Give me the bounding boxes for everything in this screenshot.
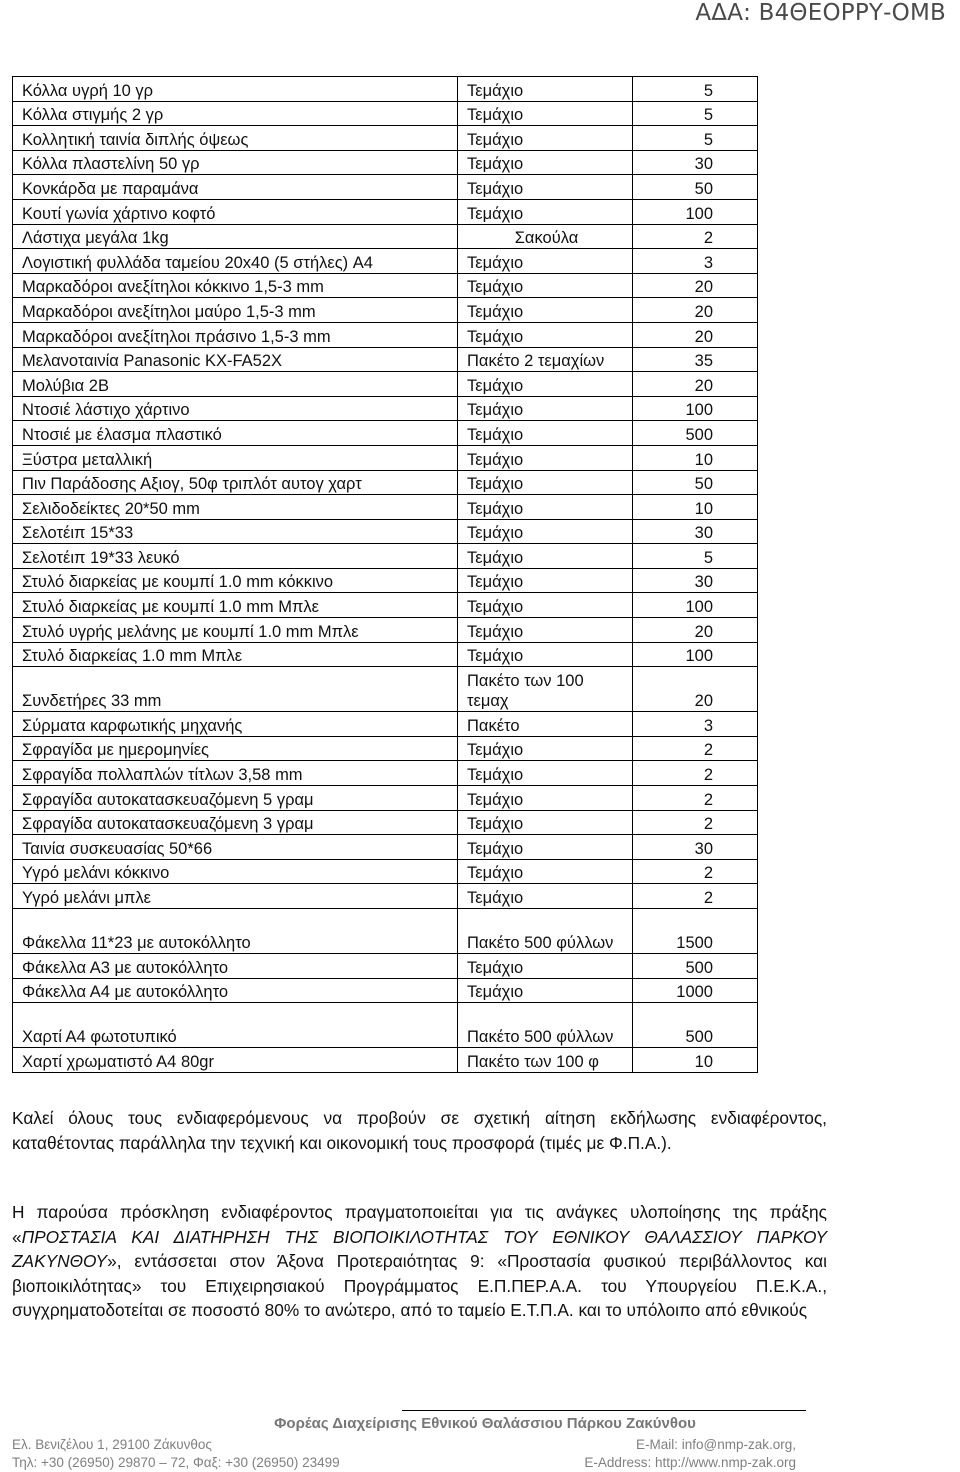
unit-cell: Τεμάχιο <box>458 322 633 347</box>
quantity-cell: 100 <box>633 593 758 618</box>
unit-cell: Τεμάχιο <box>458 445 633 470</box>
quantity-cell: 30 <box>633 519 758 544</box>
quantity-cell: 500 <box>633 1003 758 1048</box>
item-cell: Χαρτί χρωματιστό Α4 80gr <box>13 1048 458 1073</box>
footer-address: Ελ. Βενιζέλου 1, 29100 Ζάκυνθος <box>12 1437 212 1452</box>
quantity-cell: 30 <box>633 568 758 593</box>
footer-title: Φορέας Διαχείρισης Εθνικού Θαλάσσιου Πάρκου Ζακύνθου <box>274 1415 696 1432</box>
table-row <box>13 884 758 909</box>
quantity-cell: 2 <box>633 761 758 786</box>
project-title: ΠΡΟΣΤΑΣΙΑ ΚΑΙ ΔΙΑΤΗΡΗΣΗ ΤΗΣ ΒΙΟΠΟΙΚΙΛΟΤΗΤΑΣ ΤΟΥ ΕΘΝΙΚΟΥ ΘΑΛΑΣΣΙΟΥ ΠΑΡΚΟΥ ΖΑΚΥΝΘΟΥ <box>12 1226 827 1271</box>
table-row <box>13 298 758 323</box>
quantity-cell: 35 <box>633 347 758 372</box>
unit-cell: Τεμάχιο <box>458 618 633 643</box>
table-row <box>13 77 758 102</box>
quantity-cell: 2 <box>633 786 758 811</box>
table-row <box>13 761 758 786</box>
quantity-cell: 100 <box>633 396 758 421</box>
table-row <box>13 101 758 126</box>
unit-cell: Τεμάχιο <box>458 175 633 200</box>
unit-cell: Τεμάχιο <box>458 835 633 860</box>
quantity-cell: 1000 <box>633 978 758 1003</box>
item-cell: Στυλό διαρκείας 1.0 mm Μπλε <box>13 642 458 667</box>
item-cell: Σελιδοδείκτες 20*50 mm <box>13 495 458 520</box>
unit-cell: Τεμάχιο <box>458 810 633 835</box>
table-row <box>13 347 758 372</box>
unit-cell: Τεμάχιο <box>458 470 633 495</box>
table-row <box>13 667 758 712</box>
item-cell: Σύρματα καρφωτικής μηχανής <box>13 712 458 737</box>
item-cell: Πιν Παράδοσης Αξιογ, 50φ τριπλότ αυτογ χαρτ <box>13 470 458 495</box>
item-cell: Μαρκαδόροι ανεξίτηλοι κόκκινο 1,5-3 mm <box>13 273 458 298</box>
unit-cell: Τεμάχιο <box>458 884 633 909</box>
item-cell: Στυλό υγρής μελάνης με κουμπί 1.0 mm Μπλε <box>13 618 458 643</box>
invitation-paragraph: Καλεί όλους τους ενδιαφερόμενους να προβούν σε σχετική αίτηση εκδήλωσης ενδιαφέροντος, καταθέτοντας παράλληλα την τεχνική και οικονομική τους προσφορά (τιμές με Φ.Π.Α.). <box>12 1108 827 1153</box>
unit-cell: Τεμάχιο <box>458 568 633 593</box>
ada-code: ΑΔΑ: Β4ΘΕΟΡΡΥ-ΟΜΒ <box>695 0 946 26</box>
table-row <box>13 372 758 397</box>
unit-cell: Τεμάχιο <box>458 978 633 1003</box>
unit-cell: Τεμάχιο <box>458 786 633 811</box>
unit-cell: Τεμάχιο <box>458 150 633 175</box>
quantity-cell: 100 <box>633 642 758 667</box>
funding-paragraph <box>12 1200 827 1323</box>
item-cell: Σφραγίδα αυτοκατασκευαζόμενη 5 γραμ <box>13 786 458 811</box>
item-cell: Μαρκαδόροι ανεξίτηλοι πράσινο 1,5-3 mm <box>13 322 458 347</box>
funding-text-start: Η παρούσα πρόσκληση ενδιαφέροντος πραγματοποιείται για τις ανάγκες υλοποίησης της πράξης « <box>12 1202 827 1247</box>
table-row <box>13 954 758 979</box>
item-cell: Σφραγίδα πολλαπλών τίτλων 3,58 mm <box>13 761 458 786</box>
unit-cell: Πακέτο των 100 φ <box>458 1048 633 1073</box>
table-row <box>13 835 758 860</box>
item-cell: Υγρό μελάνι κόκκινο <box>13 859 458 884</box>
table-row <box>13 786 758 811</box>
quantity-cell: 5 <box>633 77 758 102</box>
items-table <box>12 76 758 1073</box>
quantity-cell: 5 <box>633 126 758 151</box>
item-cell: Κόλλα στιγμής 2 γρ <box>13 101 458 126</box>
item-cell: Κονκάρδα με παραμάνα <box>13 175 458 200</box>
table-row <box>13 544 758 569</box>
footer-divider <box>402 1410 806 1411</box>
unit-cell: Πακέτο <box>458 712 633 737</box>
table-row <box>13 1048 758 1073</box>
table-row <box>13 224 758 249</box>
footer-web <box>584 1436 796 1472</box>
items-table-body <box>13 77 758 1073</box>
unit-cell: Τεμάχιο <box>458 126 633 151</box>
quantity-cell: 20 <box>633 372 758 397</box>
item-cell: Ξύστρα μεταλλική <box>13 445 458 470</box>
quantity-cell: 10 <box>633 1048 758 1073</box>
quantity-cell: 3 <box>633 712 758 737</box>
quantity-cell: 500 <box>633 421 758 446</box>
quantity-cell: 3 <box>633 249 758 274</box>
item-cell: Λογιστική φυλλάδα ταμείου 20x40 (5 στήλες) Α4 <box>13 249 458 274</box>
item-cell: Ντοσιέ λάστιχο χάρτινο <box>13 396 458 421</box>
table-row <box>13 249 758 274</box>
quantity-cell: 100 <box>633 199 758 224</box>
item-cell: Μελανοταινία Panasonic KX-FA52X <box>13 347 458 372</box>
unit-cell: Τεμάχιο <box>458 298 633 323</box>
unit-cell: Τεμάχιο <box>458 859 633 884</box>
quantity-cell: 2 <box>633 810 758 835</box>
unit-cell: Πακέτο 2 τεμαχίων <box>458 347 633 372</box>
unit-cell: Τεμάχιο <box>458 273 633 298</box>
quantity-cell: 1500 <box>633 909 758 954</box>
item-cell: Σελοτέιπ 15*33 <box>13 519 458 544</box>
item-cell: Φάκελλα Α4 με αυτοκόλλητο <box>13 978 458 1003</box>
item-cell: Μαρκαδόροι ανεξίτηλοι μαύρο 1,5-3 mm <box>13 298 458 323</box>
quantity-cell: 30 <box>633 150 758 175</box>
item-cell: Κουτί γωνία χάρτινο κοφτό <box>13 199 458 224</box>
item-cell: Στυλό διαρκείας με κουμπί 1.0 mm Μπλε <box>13 593 458 618</box>
footer-contact <box>12 1436 340 1472</box>
unit-cell: Πακέτο 500 φύλλων <box>458 909 633 954</box>
quantity-cell: 20 <box>633 667 758 712</box>
item-cell: Χαρτί Α4 φωτοτυπικό <box>13 1003 458 1048</box>
unit-cell: Τεμάχιο <box>458 642 633 667</box>
table-row <box>13 568 758 593</box>
quantity-cell: 10 <box>633 445 758 470</box>
unit-cell: Τεμάχιο <box>458 544 633 569</box>
unit-cell: Τεμάχιο <box>458 736 633 761</box>
item-cell: Κολλητική ταινία διπλής όψεως <box>13 126 458 151</box>
unit-cell: Τεμάχιο <box>458 372 633 397</box>
unit-cell: Τεμάχιο <box>458 101 633 126</box>
unit-cell: Τεμάχιο <box>458 199 633 224</box>
item-cell: Φάκελλα Α3 με αυτοκόλλητο <box>13 954 458 979</box>
table-row <box>13 712 758 737</box>
item-cell: Ταινία συσκευασίας 50*66 <box>13 835 458 860</box>
item-cell: Λάστιχα μεγάλα 1kg <box>13 224 458 249</box>
unit-cell: Πακέτο των 100 τεμαχ <box>458 667 633 712</box>
quantity-cell: 20 <box>633 273 758 298</box>
table-row <box>13 519 758 544</box>
funding-text-end: », εντάσσεται στον Άξονα Προτεραιότητας 9: «Προστασία φυσικού περιβάλλοντος και βιοποικιλότητας» του Επιχειρησιακού Προγράμματος Ε.Π.ΠΕΡ.Α.Α. του Υπουργείου Π.Ε.Κ.Α., συγχρηματοδοτείται σε ποσοστό 80% το ανώτερο, από το ταμείο Ε.Τ.Π.Α. και το υπόλοιπο από εθνικούς <box>12 1251 827 1320</box>
table-row <box>13 978 758 1003</box>
table-row <box>13 199 758 224</box>
unit-cell: Τεμάχιο <box>458 593 633 618</box>
table-row <box>13 445 758 470</box>
table-row <box>13 396 758 421</box>
quantity-cell: 2 <box>633 859 758 884</box>
unit-cell: Τεμάχιο <box>458 761 633 786</box>
unit-cell: Τεμάχιο <box>458 519 633 544</box>
table-row <box>13 593 758 618</box>
item-cell: Στυλό διαρκείας με κουμπί 1.0 mm κόκκινο <box>13 568 458 593</box>
quantity-cell: 5 <box>633 544 758 569</box>
unit-cell: Τεμάχιο <box>458 249 633 274</box>
item-cell: Ντοσιέ με έλασμα πλαστικό <box>13 421 458 446</box>
quantity-cell: 50 <box>633 175 758 200</box>
footer-phones: Τηλ: +30 (26950) 29870 – 72, Φαξ: +30 (26950) 23499 <box>12 1455 340 1470</box>
table-row <box>13 273 758 298</box>
quantity-cell: 20 <box>633 618 758 643</box>
quantity-cell: 5 <box>633 101 758 126</box>
table-row <box>13 909 758 954</box>
unit-cell: Τεμάχιο <box>458 954 633 979</box>
unit-cell: Σακούλα <box>458 224 633 249</box>
footer-website: E-Address: http://www.nmp-zak.org <box>584 1455 796 1470</box>
unit-cell: Τεμάχιο <box>458 421 633 446</box>
quantity-cell: 20 <box>633 322 758 347</box>
footer-email: E-Mail: info@nmp-zak.org, <box>635 1437 796 1452</box>
item-cell: Κόλλα πλαστελίνη 50 γρ <box>13 150 458 175</box>
unit-cell: Τεμάχιο <box>458 495 633 520</box>
table-row <box>13 736 758 761</box>
unit-cell: Πακέτο 500 φύλλων <box>458 1003 633 1048</box>
table-row <box>13 618 758 643</box>
quantity-cell: 50 <box>633 470 758 495</box>
quantity-cell: 10 <box>633 495 758 520</box>
quantity-cell: 500 <box>633 954 758 979</box>
quantity-cell: 30 <box>633 835 758 860</box>
quantity-cell: 20 <box>633 298 758 323</box>
item-cell: Σφραγίδα αυτοκατασκευαζόμενη 3 γραμ <box>13 810 458 835</box>
table-row <box>13 642 758 667</box>
item-cell: Σελοτέιπ 19*33 λευκό <box>13 544 458 569</box>
quantity-cell: 2 <box>633 884 758 909</box>
table-row <box>13 150 758 175</box>
item-cell: Σφραγίδα με ημερομηνίες <box>13 736 458 761</box>
table-row <box>13 495 758 520</box>
unit-cell: Τεμάχιο <box>458 396 633 421</box>
table-row <box>13 470 758 495</box>
item-cell: Υγρό μελάνι μπλε <box>13 884 458 909</box>
quantity-cell: 2 <box>633 736 758 761</box>
item-cell: Μολύβια 2Β <box>13 372 458 397</box>
table-row <box>13 175 758 200</box>
table-row <box>13 859 758 884</box>
quantity-cell: 2 <box>633 224 758 249</box>
item-cell: Φάκελλα 11*23 με αυτοκόλλητο <box>13 909 458 954</box>
table-row <box>13 421 758 446</box>
table-row <box>13 126 758 151</box>
unit-cell: Τεμάχιο <box>458 77 633 102</box>
table-row <box>13 810 758 835</box>
table-row <box>13 1003 758 1048</box>
item-cell: Κόλλα υγρή 10 γρ <box>13 77 458 102</box>
table-row <box>13 322 758 347</box>
item-cell: Συνδετήρες 33 mm <box>13 667 458 712</box>
